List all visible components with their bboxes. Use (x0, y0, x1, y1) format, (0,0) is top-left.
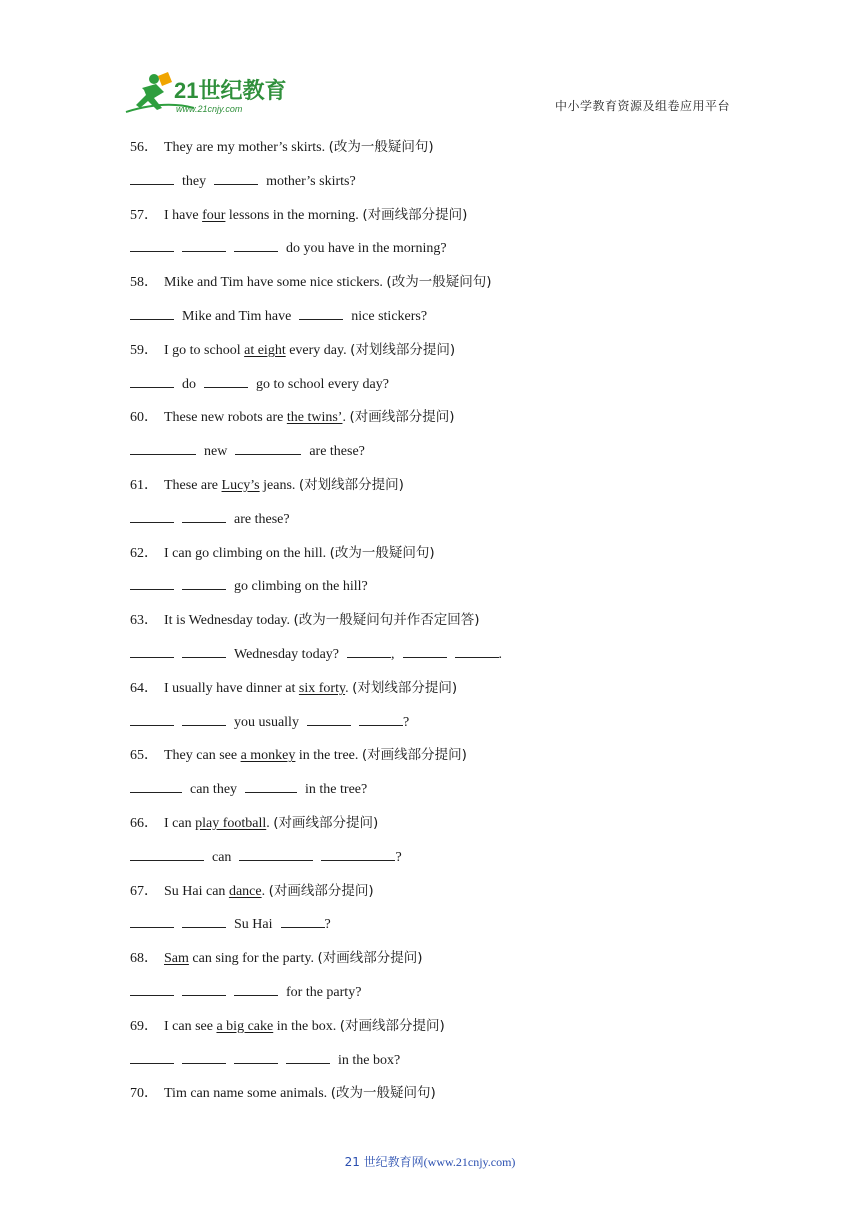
answer-blank[interactable] (307, 711, 351, 726)
answer-line-60: new are these? (130, 440, 750, 474)
question-65: 65． They can see a monkey in the tree. (对画线部分提问) (130, 747, 467, 764)
question-61: 61． These are Lucy’s jeans. (对划线部分提问) (130, 476, 404, 493)
answer-blank[interactable] (359, 711, 403, 726)
question-70: 70． Tim can name some animals. (改为一般疑问句) (130, 1085, 436, 1102)
answer-line-57: do you have in the morning? (130, 237, 750, 271)
answer-blank[interactable] (239, 846, 313, 861)
answer-blank[interactable] (130, 1049, 174, 1064)
answer-blank[interactable] (182, 575, 226, 590)
answer-line-64: you usually ? (130, 711, 750, 745)
answer-line-65: can they in the tree? (130, 778, 750, 812)
answer-blank[interactable] (182, 643, 226, 658)
logo-url: www.21cnjy.com (176, 104, 243, 114)
question-62: 62． I can go climbing on the hill. (改为一般疑问句) (130, 544, 435, 561)
footer-link[interactable]: (www.21cnjy.com) (423, 1155, 516, 1169)
question-67: 67． Su Hai can dance. (对画线部分提问) (130, 882, 374, 899)
question-57: 57． I have four lessons in the morning. (对画线部分提问) (130, 206, 468, 223)
answer-blank[interactable] (182, 1049, 226, 1064)
answer-blank[interactable] (130, 237, 174, 252)
answer-line-61: are these? (130, 508, 750, 542)
answer-blank[interactable] (182, 508, 226, 523)
answer-blank[interactable] (182, 711, 226, 726)
answer-blank[interactable] (130, 508, 174, 523)
answer-blank[interactable] (182, 913, 226, 928)
site-logo (124, 70, 294, 115)
answer-blank[interactable] (234, 981, 278, 996)
question-68: 68． Sam can sing for the party. (对画线部分提问) (130, 950, 423, 967)
answer-blank[interactable] (245, 778, 297, 793)
logo-wordmark: 21世纪教育 (174, 78, 287, 103)
answer-blank[interactable] (281, 913, 325, 928)
answer-line-58: Mike and Tim have nice stickers? (130, 305, 750, 339)
answer-blank[interactable] (130, 981, 174, 996)
question-59: 59． I go to school at eight every day. (对划线部分提问) (130, 341, 456, 358)
exercise-list (130, 136, 750, 1116)
header-platform-text: 中小学教育资源及组卷应用平台 (554, 99, 730, 113)
runner-logo-icon (124, 70, 294, 115)
answer-blank[interactable] (130, 778, 182, 793)
question-69: 69． I can see a big cake in the box. (对画线部分提问) (130, 1017, 445, 1034)
answer-blank[interactable] (130, 575, 174, 590)
answer-blank[interactable] (130, 643, 174, 658)
answer-blank[interactable] (455, 643, 499, 658)
answer-blank[interactable] (234, 1049, 278, 1064)
answer-line-66: can ? (130, 846, 750, 880)
answer-blank[interactable] (130, 846, 204, 861)
answer-blank[interactable] (214, 170, 258, 185)
answer-line-69: in the box? (130, 1049, 750, 1083)
page-footer (0, 1153, 860, 1170)
answer-blank[interactable] (130, 373, 174, 388)
answer-blank[interactable] (182, 237, 226, 252)
answer-blank[interactable] (286, 1049, 330, 1064)
question-58: 58． Mike and Tim have some nice stickers. (改为一般疑问句) (130, 274, 492, 291)
page-header (0, 0, 860, 125)
question-64: 64． I usually have dinner at six forty. (对划线部分提问) (130, 679, 458, 696)
answer-blank[interactable] (234, 237, 278, 252)
question-60: 60． These new robots are the twins’. (对画线部分提问) (130, 409, 455, 426)
answer-blank[interactable] (299, 305, 343, 320)
answer-line-62: go climbing on the hill? (130, 575, 750, 609)
answer-line-63: Wednesday today? , . (130, 643, 750, 677)
answer-line-56: they mother’s skirts? (130, 170, 750, 204)
question-56: 56． They are my mother’s skirts. (改为一般疑问句) (130, 139, 434, 155)
footer-site-name: 21 世纪教育网 (344, 1155, 424, 1169)
answer-blank[interactable] (235, 440, 301, 455)
answer-blank[interactable] (130, 170, 174, 185)
answer-blank[interactable] (130, 913, 174, 928)
answer-blank[interactable] (130, 440, 196, 455)
answer-line-68: for the party? (130, 981, 750, 1015)
answer-line-67: Su Hai ? (130, 913, 750, 947)
answer-blank[interactable] (204, 373, 248, 388)
answer-blank[interactable] (130, 711, 174, 726)
answer-blank[interactable] (403, 643, 447, 658)
question-63: 63． It is Wednesday today. (改为一般疑问句并作否定回答) (130, 612, 480, 629)
answer-line-59: do go to school every day? (130, 373, 750, 407)
question-66: 66． I can play football. (对画线部分提问) (130, 814, 379, 831)
answer-blank[interactable] (321, 846, 395, 861)
answer-blank[interactable] (347, 643, 391, 658)
answer-blank[interactable] (182, 981, 226, 996)
answer-blank[interactable] (130, 305, 174, 320)
